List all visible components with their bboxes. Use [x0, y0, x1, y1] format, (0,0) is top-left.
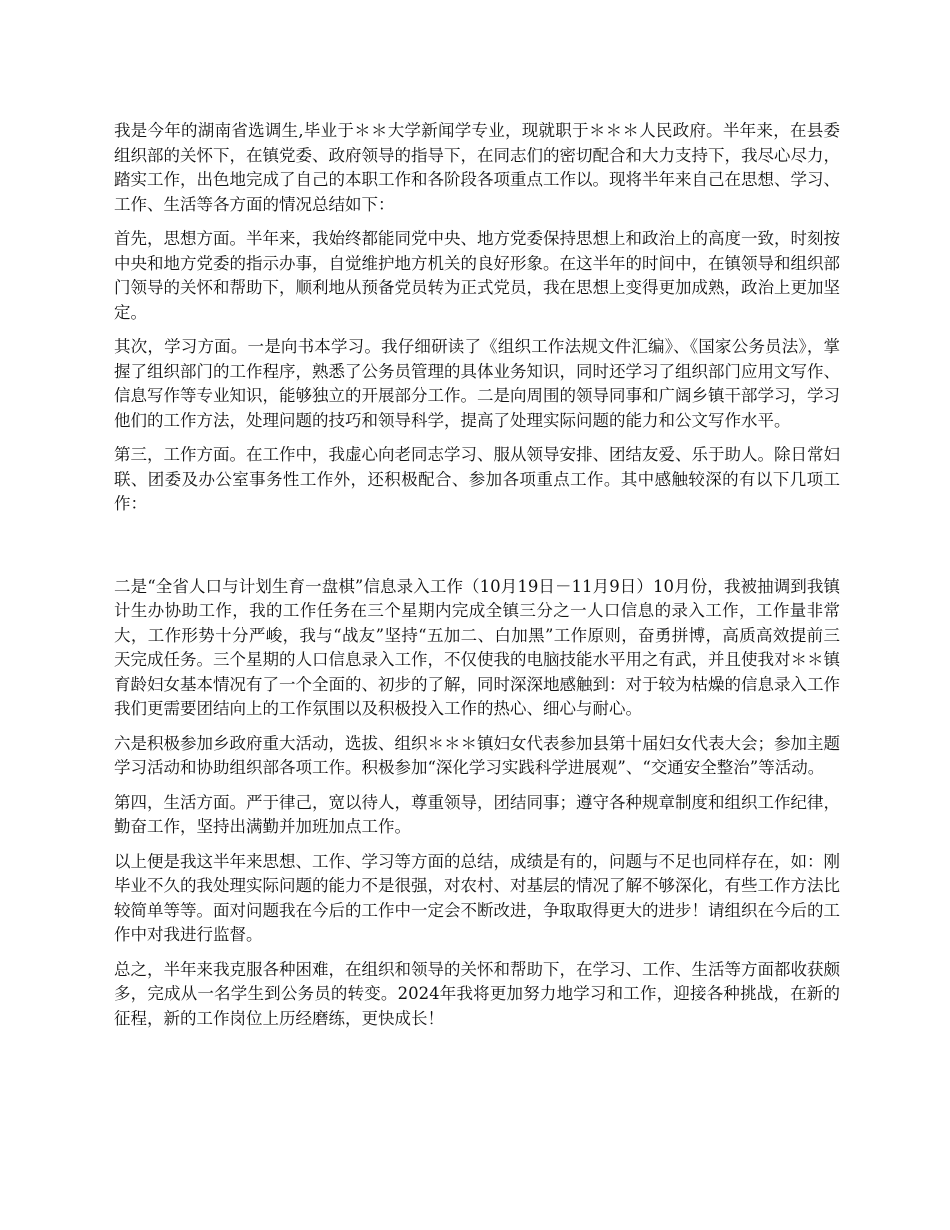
paragraph-work-item-six: 六是积极参加乡政府重大活动，选拔、组织＊＊＊镇妇女代表参加县第十届妇女代表大会；参加主题学习活动和协助组织部各项工作。积极参加“深化学习实践科学进展观”、“交通安全整治”等活动。 — [114, 733, 840, 777]
paragraph-thought: 首先，思想方面。半年来，我始终都能同党中央、地方党委保持思想上和政治上的高度一致，时刻按中央和地方党委的指示办事，自觉维护地方机关的良好形象。在这半年的时间中，在镇领导和组织部门领导的关怀和帮助下，顺利地从预备党员转为正式党员，我在思想上变得更加成熟，政治上更加坚定。 — [114, 229, 840, 322]
paragraph-life: 第四，生活方面。严于律己，宽以待人，尊重领导，团结同事；遵守各种规章制度和组织工作纪律，勤奋工作，坚持出满勤并加班加点工作。 — [114, 792, 840, 836]
document-body — [114, 119, 840, 1041]
paragraph-conclusion: 总之，半年来我克服各种困难，在组织和领导的关怀和帮助下，在学习、工作、生活等方面都收获颇多，完成从一名学生到公务员的转变。2024年我将更加努力地学习和工作，迎接各种挑战，在新的征程，新的工作岗位上历经磨练，更快成长！ — [114, 959, 840, 1028]
paragraph-intro: 我是今年的湖南省选调生,毕业于＊＊大学新闻学专业，现就职于＊＊＊人民政府。半年来，在县委组织部的关怀下，在镇党委、政府领导的指导下，在同志们的密切配合和大力支持下，我尽心尽力，踏实工作，出色地完成了自己的本职工作和各阶段各项重点工作以。现将半年来自己在思想、学习、工作、生活等各方面的情况总结如下： — [114, 121, 840, 214]
paragraph-work-item-two: 二是“全省人口与计划生育一盘棋”信息录入工作（10月19日－11月9日）10月份，我被抽调到我镇计生办协助工作，我的工作任务在三个星期内完成全镇三分之一人口信息的录入工作，工作量非常大，工作形势十分严峻，我与“战友”坚持“五加二、白加黑”工作原则，奋勇拼博，高质高效提前三天完成任务。三个星期的人口信息录入工作，不仅使我的电脑技能水平用之有武，并且使我对＊＊镇育龄妇女基本情况有了一个全面的、初步的了解，同时深深地感触到：对于较为枯燥的信息录入工作我们更需要团结向上的工作氛围以及积极投入工作的热心、细心与耐心。 — [114, 576, 840, 718]
paragraph-work: 第三，工作方面。在工作中，我虚心向老同志学习、服从领导安排、团结友爱、乐于助人。除日常妇联、团委及办公室事务性工作外，还积极配合、参加各项重点工作。其中感触较深的有以下几项工作： — [114, 445, 840, 513]
paragraph-study: 其次，学习方面。一是向书本学习。我仔细研读了《组织工作法规文件汇编》、《国家公务员法》，掌握了组织部门的工作程序，熟悉了公务员管理的具体业务知识，同时还学习了组织部门应用文写作、信息写作等专业知识，能够独立的开展部分工作。二是向周围的领导同事和广阔乡镇干部学习，学习他们的工作方法，处理问题的技巧和领导科学，提高了处理实际问题的能力和公文写作水平。 — [114, 337, 840, 430]
paragraph-shortcomings: 以上便是我这半年来思想、工作、学习等方面的总结，成绩是有的，问题与不足也同样存在，如：刚毕业不久的我处理实际问题的能力不是很强，对农村、对基层的情况了解不够深化，有些工作方法比较简单等等。面对问题我在今后的工作中一定会不断改进，争取取得更大的进步！请组织在今后的工作中对我进行监督。 — [114, 851, 840, 944]
